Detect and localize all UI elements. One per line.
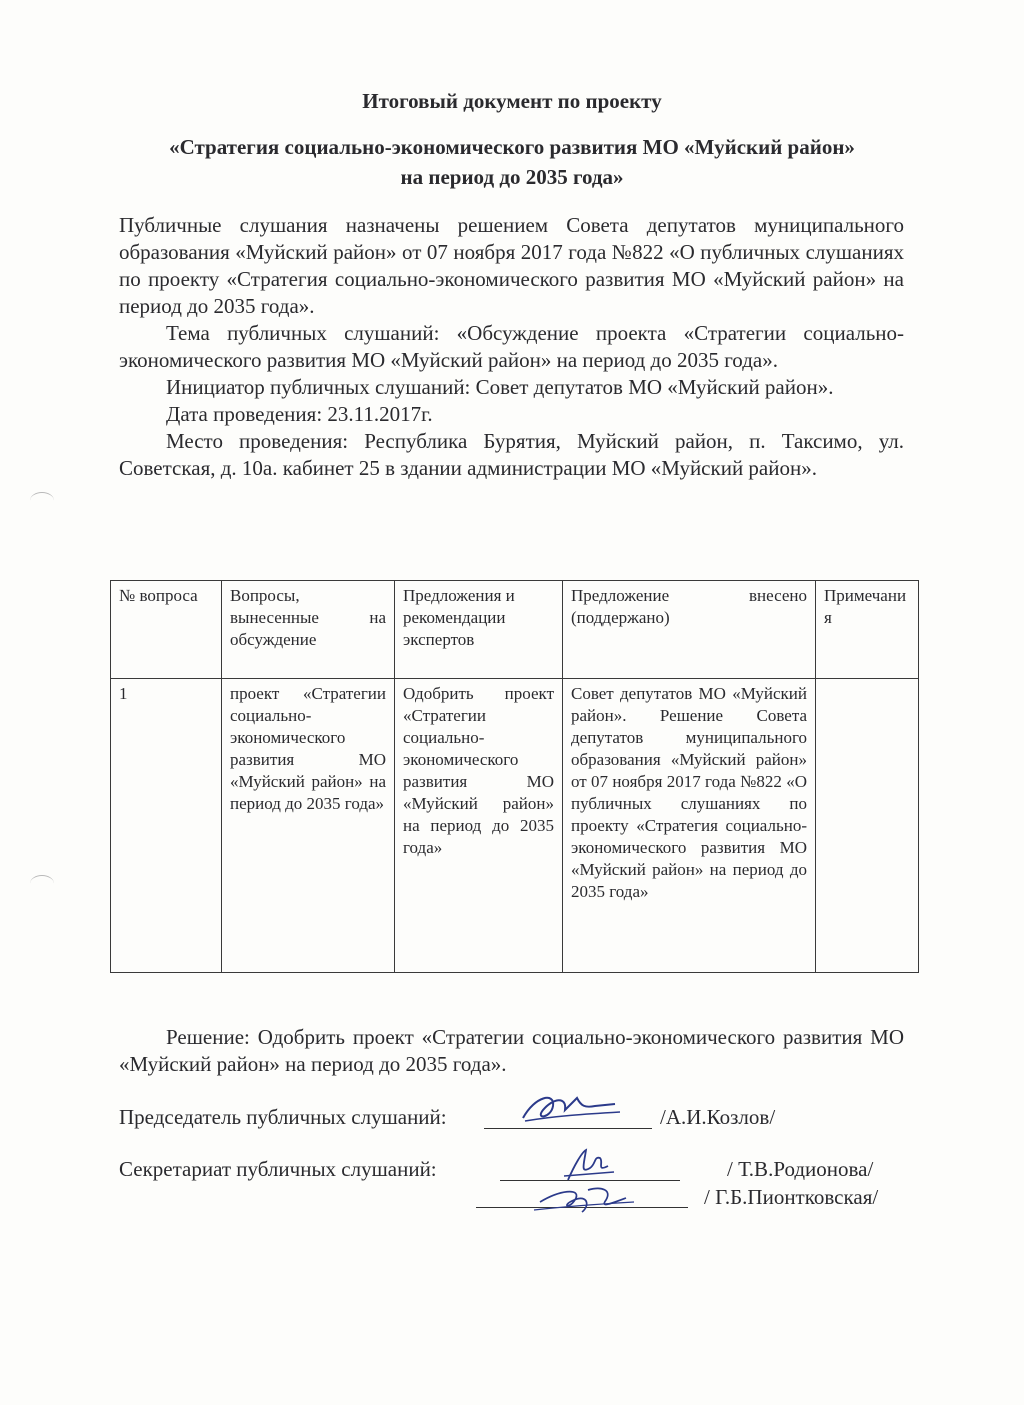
- document-title: Итоговый документ по проекту: [362, 89, 662, 113]
- paragraph-appointed: Публичные слушания назначены решением Совета депутатов муниципального образования «Муйский район» от 07 ноября 2017 года №822 «О публичных слушаниях по проекту «Стратегия социально-экономического развития МО «Муйский район» на период до 2035 года».: [119, 213, 904, 318]
- header-notes: Примечания: [816, 581, 919, 679]
- chair-signature: [515, 1088, 625, 1130]
- secretary1-name: / Т.В.Родионова/: [727, 1157, 874, 1181]
- cell-proposal-submitted: Совет депутатов МО «Муйский район». Решение Совета депутатов муниципального образования «Муйский район» от 07 ноября 2017 года №822 «О публичных слушаниях по проекту «Стратегия социально-экономического развития МО «Муйский район» на период до 2035 года»: [563, 679, 816, 973]
- header-expert-proposals: Предложения и рекомендации экспертов: [395, 581, 563, 679]
- paragraph-topic: Тема публичных слушаний: «Обсуждение проекта «Стратегии социально-экономического развития МО «Муйский район» на период до 2035 года».: [119, 321, 904, 372]
- questions-table: [110, 580, 919, 973]
- table-header-row: [111, 581, 919, 679]
- paragraph-place: Место проведения: Республика Бурятия, Муйский район, п. Таксимо, ул. Советская, д. 10а. кабинет 25 в здании администрации МО «Муйский район».: [119, 429, 904, 480]
- cell-question-number: 1: [111, 679, 222, 973]
- cell-notes: [816, 679, 919, 973]
- decision-text: Решение: Одобрить проект «Стратегии социально-экономического развития МО «Муйский район» на период до 2035 года».: [119, 1025, 904, 1076]
- project-title-line2: на период до 2035 года»: [400, 165, 624, 189]
- hearing-info: [119, 212, 904, 482]
- header-question-number: № вопроса: [111, 581, 222, 679]
- secretariat-label: Секретариат публичных слушаний:: [119, 1157, 437, 1181]
- chair-name: /А.И.Козлов/: [660, 1105, 776, 1129]
- paragraph-date: Дата проведения: 23.11.2017г.: [166, 402, 433, 426]
- secretary2-signature: [530, 1176, 640, 1220]
- header-proposal-submitted: Предложение внесено (поддержано): [563, 581, 816, 679]
- header-questions: Вопросы, вынесенные на обсуждение: [222, 581, 395, 679]
- punch-hole-mark: [30, 492, 54, 509]
- cell-expert-proposal: Одобрить проект «Стратегии социально-экономического развития МО «Муйский район» на период до 2035 года»: [395, 679, 563, 973]
- punch-hole-mark: [30, 875, 54, 892]
- table-row: [111, 679, 919, 973]
- cell-question: проект «Стратегии социально-экономического развития МО «Муйский район» на период до 2035 года»: [222, 679, 395, 973]
- secretary2-name: / Г.Б.Пионтковская/: [704, 1185, 879, 1209]
- project-title-line1: «Стратегия социально-экономического развития МО «Муйский район»: [169, 135, 855, 159]
- chair-label: Председатель публичных слушаний:: [119, 1105, 447, 1129]
- paragraph-initiator: Инициатор публичных слушаний: Совет депутатов МО «Муйский район».: [166, 375, 834, 399]
